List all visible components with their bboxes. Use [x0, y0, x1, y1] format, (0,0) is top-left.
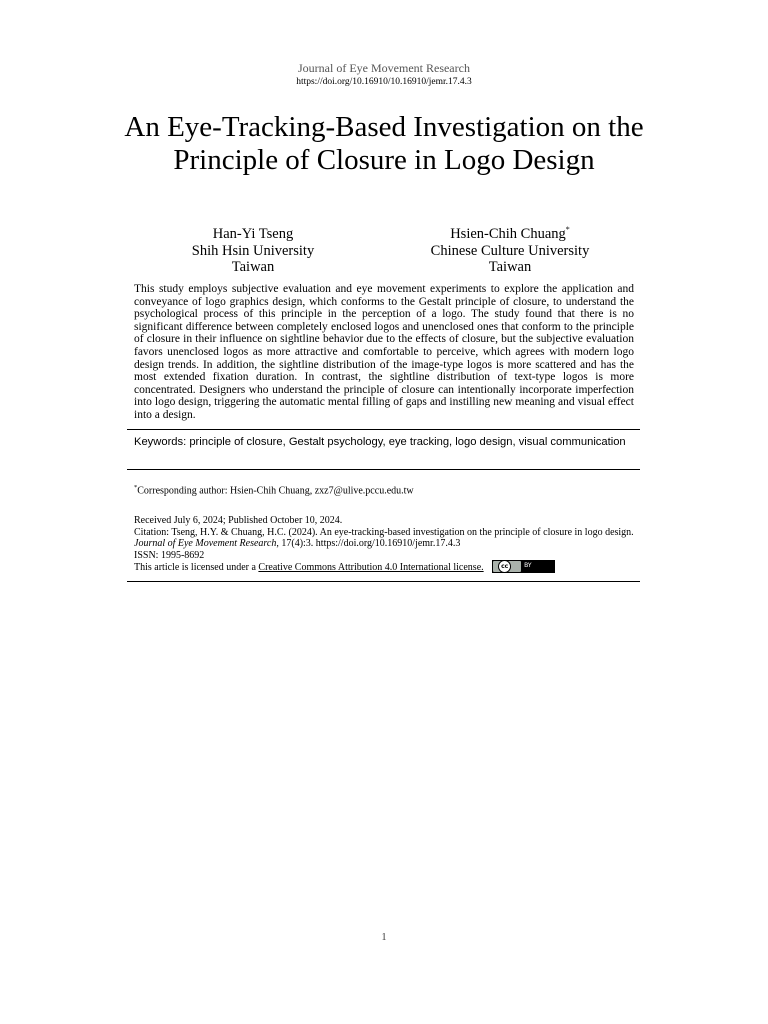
- cc-icon: cc: [498, 560, 511, 573]
- divider: [127, 469, 640, 470]
- paper-title: An Eye-Tracking-Based Investigation on the Principle of Closure in Logo Design: [124, 111, 644, 176]
- issn: ISSN: 1995-8692: [134, 549, 205, 561]
- author-country: Taiwan: [231, 259, 275, 275]
- journal-name: Journal of Eye Movement Research: [298, 61, 470, 75]
- author-affiliation: Chinese Culture University: [430, 242, 590, 259]
- by-label: BY: [524, 562, 532, 570]
- article-metadata: [134, 515, 634, 574]
- cc-by-license-badge[interactable]: [492, 560, 555, 573]
- citation: Citation: Tseng, H.Y. & Chuang, H.C. (2024). An eye-tracking-based investigation on the principle of closure in logo design. Journal of Eye Movement Research, 17(4):3. https://doi.org/10.16910/jemr.17.4.3: [134, 526, 634, 550]
- author-affiliation: Shih Hsin University: [191, 242, 315, 259]
- license-link[interactable]: Creative Commons Attribution 4.0 International license.: [258, 562, 484, 574]
- received-published-dates: Received July 6, 2024; Published October 10, 2024.: [134, 515, 343, 526]
- author-name: Hsien-Chih Chuang*: [450, 225, 570, 242]
- page-number: 1: [381, 932, 387, 943]
- corresponding-author-note: *Corresponding author: Hsien-Chih Chuang, zxz7@ulive.pccu.edu.tw: [134, 484, 414, 497]
- doi-link[interactable]: https://doi.org/10.16910/10.16910/jemr.17.4.3: [296, 77, 472, 87]
- author-name: Han-Yi Tseng: [212, 226, 294, 242]
- divider: [127, 429, 640, 430]
- author-block-2: [405, 226, 615, 276]
- author-block-1: [148, 226, 358, 276]
- license-statement: This article is licensed under a Creative Commons Attribution 4.0 International license. cc BY: [134, 561, 634, 574]
- author-country: Taiwan: [488, 259, 532, 275]
- divider: [127, 581, 640, 582]
- keywords: Keywords: principle of closure, Gestalt psychology, eye tracking, logo design, visual communication: [134, 436, 626, 448]
- abstract: This study employs subjective evaluation and eye movement experiments to explore the application and conveyance of logo graphics design, which conforms to the Gestalt principle of closure, to understand the psychological process of this principle in the perception of a logo. The study found that there is no significant difference between completely enclosed logos and unenclosed ones that conform to the principle of closure in their influence on sightline behavior due to the effects of closure, but the subjective evaluation favors unenclosed logos as more attractive and comfortable to perceive, which agrees with modern logo design trends. In addition, the sightline distribution of the image-type logos is more scattered and has the most extended fixation duration. In contrast, the sightline distribution of text-type logos is more concentrated. Designers who understand the principle of closure can intentionally incorporate imperfection into logo design, triggering the automatic mental filling of gaps and instilling new meaning and visual effect into a design.: [134, 283, 634, 421]
- corresponding-mark: *: [565, 225, 570, 235]
